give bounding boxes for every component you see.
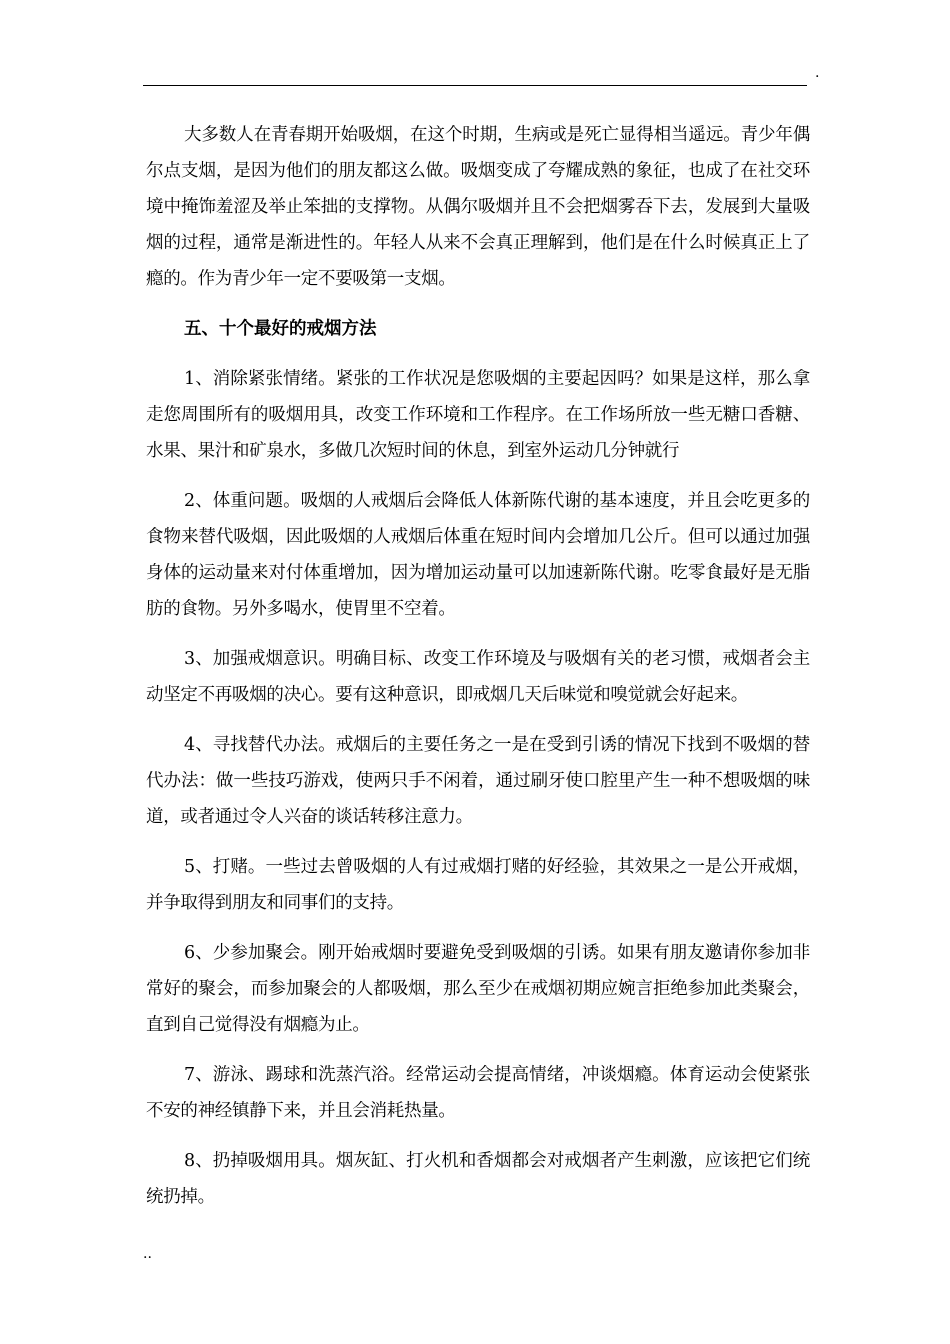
method-item-4: 4、寻找替代办法。戒烟后的主要任务之一是在受到引诱的情况下找到不吸烟的替代办法：做一些技巧游戏，使两只手不闲着，通过刷牙使口腔里产生一种不想吸烟的味道，或者通过令人兴奋的谈话转移注意力。: [146, 735, 810, 827]
intro-paragraph: 大多数人在青春期开始吸烟，在这个时期，生病或是死亡显得相当遥远。青少年偶尔点支烟，是因为他们的朋友都这么做。吸烟变成了夸耀成熟的象征，也成了在社交环境中掩饰羞涩及举止笨拙的支撑物。从偶尔吸烟并且不会把烟雾吞下去，发展到大量吸烟的过程，通常是渐进性的。年轻人从来不会真正理解到，他们是在什么时候真正上了瘾的。作为青少年一定不要吸第一支烟。: [146, 125, 810, 289]
method-item-6: 6、少参加聚会。刚开始戒烟时要避免受到吸烟的引诱。如果有朋友邀请你参加非常好的聚会，而参加聚会的人都吸烟，那么至少在戒烟初期应婉言拒绝参加此类聚会，直到自己觉得没有烟瘾为止。: [146, 943, 810, 1035]
header-mark: .: [815, 65, 820, 81]
method-item-7: 7、游泳、踢球和洗蒸汽浴。经常运动会提高情绪，冲谈烟瘾。体育运动会使紧张不安的神经镇静下来，并且会消耗热量。: [146, 1065, 810, 1121]
section-heading: 五、十个最好的戒烟方法: [184, 319, 377, 339]
method-item-3: 3、加强戒烟意识。明确目标、改变工作环境及与吸烟有关的老习惯，戒烟者会主动坚定不再吸烟的决心。要有这种意识，即戒烟几天后味觉和嗅觉就会好起来。: [146, 649, 810, 705]
method-item-2: 2、体重问题。吸烟的人戒烟后会降低人体新陈代谢的基本速度，并且会吃更多的食物来替代吸烟，因此吸烟的人戒烟后体重在短时间内会增加几公斤。但可以通过加强身体的运动量来对付体重增加，因为增加运动量可以加速新陈代谢。吃零食最好是无脂肪的食物。另外多喝水，使胃里不空着。: [146, 491, 810, 619]
document-body: [146, 117, 810, 1229]
method-item-5: 5、打赌。一些过去曾吸烟的人有过戒烟打赌的好经验，其效果之一是公开戒烟，并争取得到朋友和同事们的支持。: [146, 857, 810, 913]
footer-mark: ..: [143, 1246, 152, 1262]
method-item-1: 1、消除紧张情绪。紧张的工作状况是您吸烟的主要起因吗？如果是这样，那么拿走您周围所有的吸烟用具，改变工作环境和工作程序。在工作场所放一些无糖口香糖、水果、果汁和矿泉水，多做几次短时间的休息，到室外运动几分钟就行: [146, 369, 810, 461]
method-item-8: 8、扔掉吸烟用具。烟灰缸、打火机和香烟都会对戒烟者产生刺激，应该把它们统统扔掉。: [146, 1151, 810, 1207]
header-rule: [143, 85, 807, 86]
